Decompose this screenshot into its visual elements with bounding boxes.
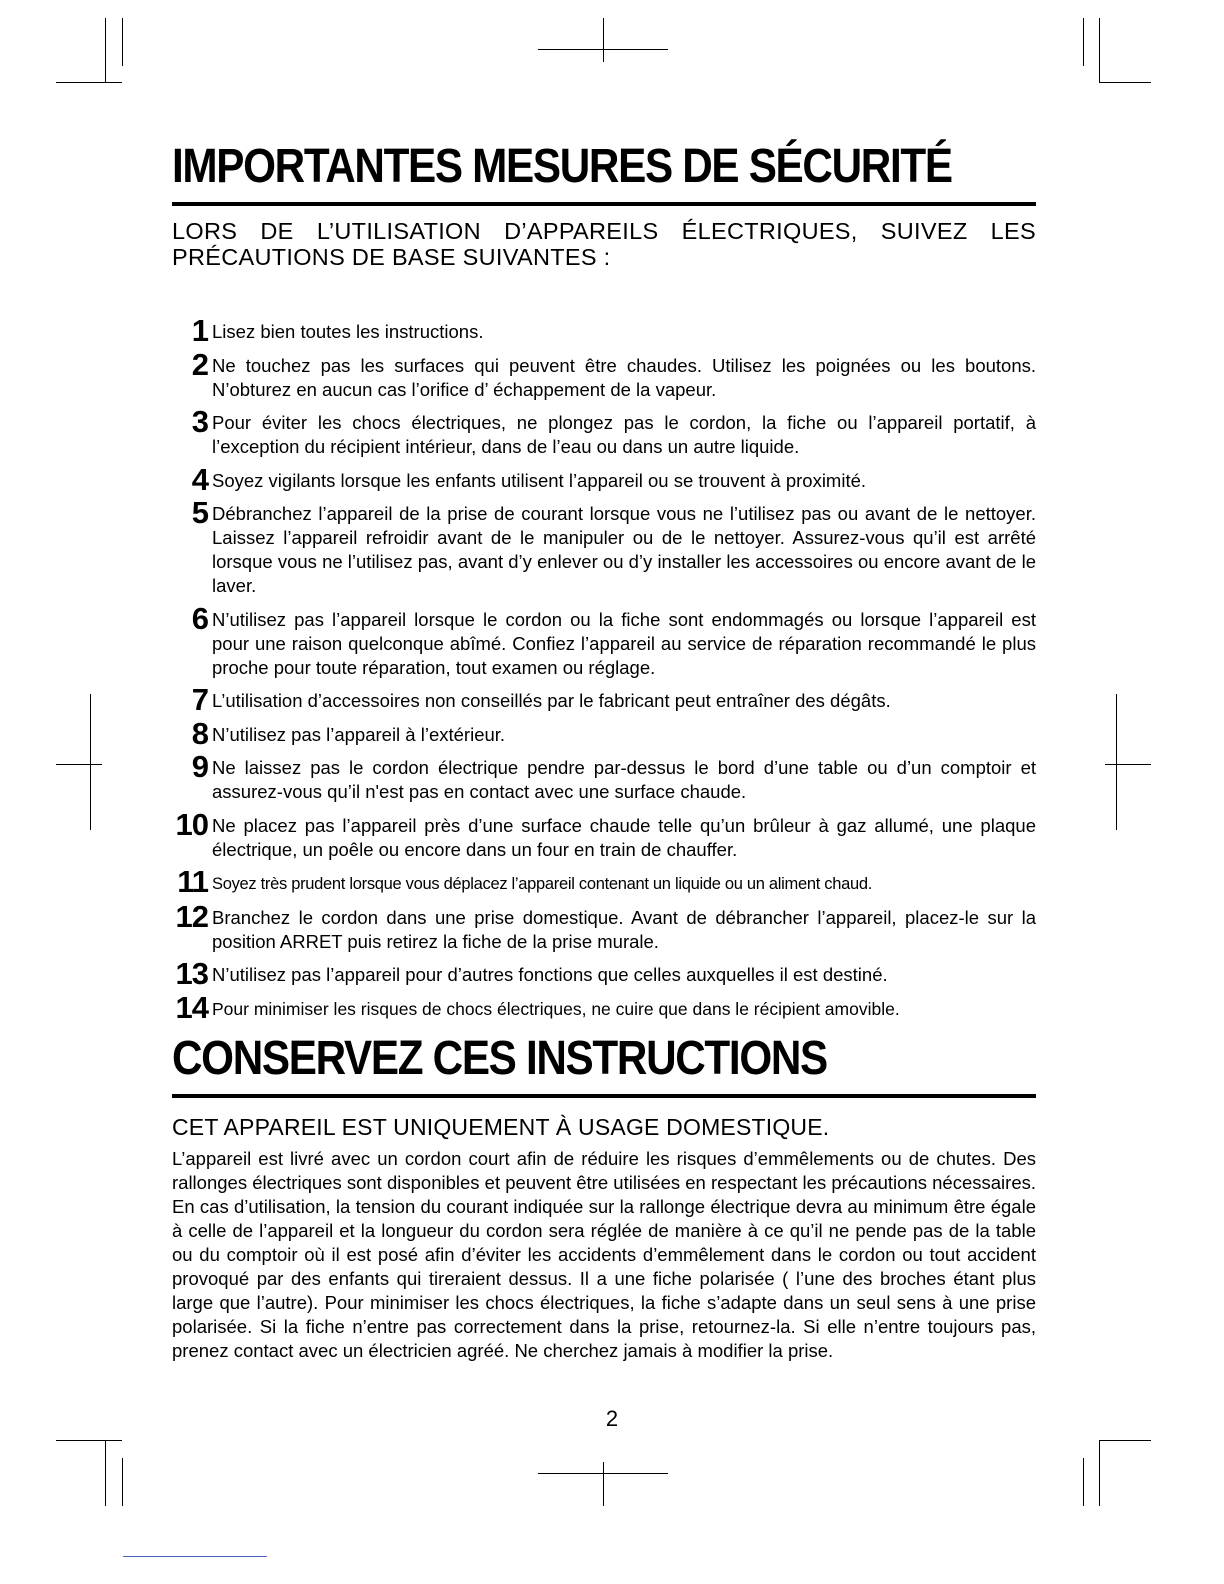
subtitle: LORS DE L’UTILISATION D’APPAREILS ÉLECTRIQUES, SUIVEZ LES PRÉCAUTIONS DE BASE SUIVANTES : bbox=[172, 218, 1036, 270]
page-title: IMPORTANTES MESURES DE SÉCURITÉ bbox=[172, 140, 952, 193]
item-text: Soyez vigilants lorsque les enfants utilisent l’appareil ou se trouvent à proximité. bbox=[212, 469, 867, 491]
item-number: 3 bbox=[191, 404, 208, 439]
item-number: 5 bbox=[191, 495, 208, 530]
footer-line bbox=[123, 1556, 267, 1557]
list-item bbox=[172, 806, 1036, 862]
item-number: 6 bbox=[191, 600, 208, 636]
cord-paragraph: L’appareil est livré avec un cordon court afin de réduire les risques d’emmêlements ou de chutes. Des rallonges électriques sont disponibles et peuvent être utilisées en respectant les précautions nécessaires. En cas d’utilisation, la tension du courant indiquée sur la rallonge électrique devra au minimum être égale à celle de l’appareil et la longueur du cordon sera réglée de manière à ce qu’il ne pende pas de la table ou du comptoir où il est posé afin d’éviter les accidents d’emmêlement dans le cordon ou tout accident provoqué par des enfants qui tireraient dessus. Il a une fiche polarisée ( l’une des broches étant plus large que l’autre). Pour minimiser les chocs électriques, la fiche s’adapte dans un seul sens à une prise polarisée. Si la fiche n’entre pas correctement dans la prise, retournez-la. Si elle n’entre toujours pas, prenez contact avec un électricien agréé. Ne cherchez jamais à modifier la prise. bbox=[172, 1148, 1036, 1361]
list-item bbox=[172, 864, 1036, 899]
list-item bbox=[172, 898, 1036, 954]
item-text: Pour éviter les chocs électriques, ne plongez pas le cordon, la fiche ou l’appareil portatif, à l’exception du récipient intérieur, dans de l’eau ou dans un autre liquide. bbox=[212, 412, 1036, 457]
list-item bbox=[172, 346, 1036, 402]
section-rule bbox=[172, 1094, 1036, 1098]
item-text: Ne placez pas l’appareil près d’une surface chaude telle qu’un brûleur à gaz allumé, une plaque électrique, un poêle ou encore dans un four en train de chauffer. bbox=[212, 814, 1036, 860]
item-text: Soyez très prudent lorsque vous déplacez l’appareil contenant un liquide ou un aliment chaud. bbox=[212, 875, 873, 893]
item-text: Lisez bien toutes les instructions. bbox=[212, 321, 484, 342]
list-item bbox=[172, 313, 1036, 348]
item-text: Branchez le cordon dans une prise domestique. Avant de débrancher l’appareil, placez-le sur la position ARRET puis retirez la fiche de la prise murale. bbox=[212, 906, 1036, 952]
document-body bbox=[172, 138, 1036, 1363]
item-text: Ne laissez pas le cordon électrique pendre par-dessus le bord d’une table ou d’un comptoir et assurez-vous qu’il n'est pas en contact avec une surface chaude. bbox=[212, 757, 1036, 802]
item-number: 9 bbox=[191, 749, 208, 784]
item-number: 13 bbox=[175, 956, 208, 991]
item-number: 14 bbox=[175, 989, 208, 1025]
item-text: Ne touchez pas les surfaces qui peuvent être chaudes. Utilisez les poignées ou les boutons. N’obturez en aucun cas l’orifice d’ échappement de la vapeur. bbox=[212, 354, 1036, 400]
item-number: 2 bbox=[191, 346, 208, 382]
item-number: 12 bbox=[175, 898, 208, 934]
item-text: N’utilisez pas l’appareil pour d’autres fonctions que celles auxquelles il est destiné. bbox=[212, 964, 888, 985]
page-number: 2 bbox=[605, 1406, 619, 1431]
list-item bbox=[172, 461, 1036, 497]
item-number: 7 bbox=[191, 682, 208, 717]
list-item bbox=[172, 749, 1036, 804]
list-item bbox=[172, 682, 1036, 717]
item-number: 4 bbox=[191, 461, 208, 497]
item-text: N’utilisez pas l’appareil lorsque le cordon ou la fiche sont endommagés ou lorsque l’appareil est pour une raison quelconque abîmé. Confiez l’appareil au service de réparation recommandé le plus proche pour toute réparation, tout examen ou réglage. bbox=[212, 608, 1036, 678]
list-item bbox=[172, 404, 1036, 459]
list-item bbox=[172, 989, 1036, 1025]
item-text: N’utilisez pas l’appareil à l’extérieur. bbox=[212, 723, 506, 745]
section-title: CONSERVEZ CES INSTRUCTIONS bbox=[172, 1032, 827, 1085]
item-number: 10 bbox=[175, 806, 208, 842]
item-text: L’utilisation d’accessoires non conseillés par le fabricant peut entraîner des dégâts. bbox=[212, 690, 891, 711]
item-number: 11 bbox=[177, 864, 208, 899]
domestic-heading: CET APPAREIL EST UNIQUEMENT À USAGE DOMESTIQUE. bbox=[172, 1114, 830, 1140]
list-item bbox=[172, 715, 1036, 751]
item-number: 8 bbox=[191, 715, 208, 751]
safety-list bbox=[172, 313, 1036, 1025]
item-text: Pour minimiser les risques de chocs électriques, ne cuire que dans le récipient amovible. bbox=[212, 998, 900, 1019]
item-text: Débranchez l’appareil de la prise de courant lorsque vous ne l’utilisez pas ou avant de le nettoyer. Laissez l’appareil refroidir avant de le manipuler ou de le nettoyer. Assurez-vous qu’il est arrêté lorsque vous ne l’utilisez pas, avant d’y enlever ou d’y installer les accessoires ou encore avant de le laver. bbox=[212, 503, 1036, 596]
list-item bbox=[172, 600, 1036, 680]
list-item bbox=[172, 495, 1036, 598]
item-number: 1 bbox=[191, 313, 208, 348]
list-item bbox=[172, 956, 1036, 991]
title-rule bbox=[172, 202, 1036, 206]
